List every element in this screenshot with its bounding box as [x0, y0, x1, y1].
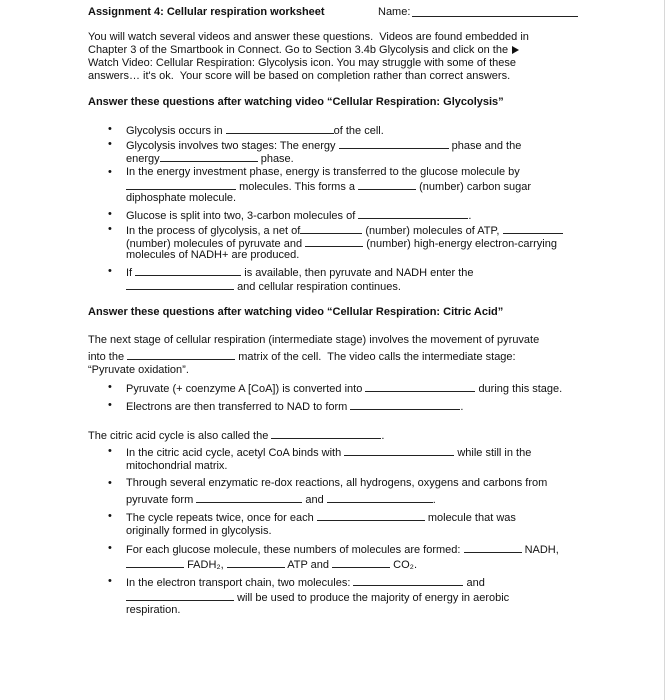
- question-two-stages-cont: energy phase.: [126, 153, 294, 165]
- bullet-dot: •: [108, 399, 112, 411]
- question-acetyl-coa-cont: mitochondrial matrix.: [126, 460, 228, 472]
- answer-blank[interactable]: [317, 510, 425, 521]
- intro-line-4: answers… it's ok. Your score will be based on completion rather than correct answers.: [88, 70, 511, 82]
- question-molecules-formed-cont: FADH₂, ATP and CO₂.: [126, 557, 417, 572]
- intermediate-stage-line-1: The next stage of cellular respiration (intermediate stage) involves the movement of pyruvate: [88, 334, 540, 346]
- question-electron-transport-cont: will be used to produce the majority of energy in aerobic: [126, 590, 509, 605]
- answer-blank[interactable]: [126, 179, 236, 190]
- question-if-available: If is available, then pyruvate and NADH enter the: [126, 267, 474, 279]
- answer-blank[interactable]: [271, 428, 381, 439]
- answer-blank[interactable]: [126, 557, 184, 568]
- answer-blank[interactable]: [344, 445, 454, 456]
- bullet-dot: •: [108, 542, 112, 554]
- answer-blank[interactable]: [300, 223, 362, 234]
- question-glycolysis-location: Glycolysis occurs in of the cell.: [126, 125, 384, 137]
- question-electron-transport-end: respiration.: [126, 604, 181, 616]
- intermediate-stage-line-2: into the matrix of the cell. The video calls the intermediate stage:: [88, 351, 516, 363]
- question-two-stages: Glycolysis involves two stages: The energy phase and the: [126, 140, 522, 152]
- section-heading-citric-acid: Answer these questions after watching video “Cellular Respiration: Citric Acid”: [88, 306, 504, 318]
- bullet-dot: •: [108, 123, 112, 135]
- question-electron-transport: In the electron transport chain, two molecules: and: [126, 577, 485, 589]
- question-glycolysis-net-end: molecules of NADH+ are produced.: [126, 249, 300, 261]
- answer-blank[interactable]: [358, 179, 416, 190]
- bullet-dot: •: [108, 138, 112, 150]
- answer-blank[interactable]: [126, 590, 234, 601]
- intro-line-2: Chapter 3 of the Smartbook in Connect. Go to Section 3.4b Glycolysis and click on the: [88, 44, 519, 57]
- question-if-available-cont: and cellular respiration continues.: [126, 279, 401, 294]
- citric-acid-cycle-name: The citric acid cycle is also called the .: [88, 430, 385, 442]
- page-title: Assignment 4: Cellular respiration worksheet: [88, 6, 325, 18]
- answer-blank[interactable]: [127, 349, 235, 360]
- answer-blank[interactable]: [464, 542, 522, 553]
- intro-line-1: You will watch several videos and answer these questions. Videos are found embedded in: [88, 31, 529, 43]
- name-label: Name:: [378, 6, 411, 18]
- answer-blank[interactable]: [350, 399, 460, 410]
- bullet-dot: •: [108, 477, 112, 489]
- question-electrons-nad: Electrons are then transferred to NAD to form .: [126, 401, 464, 413]
- question-energy-investment-end: diphosphate molecule.: [126, 192, 237, 204]
- name-field[interactable]: [412, 6, 578, 17]
- bullet-dot: •: [108, 510, 112, 522]
- answer-blank[interactable]: [226, 123, 334, 134]
- answer-blank[interactable]: [365, 381, 475, 392]
- answer-blank[interactable]: [135, 265, 241, 276]
- bullet-dot: •: [108, 223, 112, 235]
- answer-blank[interactable]: [126, 279, 234, 290]
- question-cycle-repeats: The cycle repeats twice, once for each molecule that was: [126, 512, 516, 524]
- question-glucose-split: Glucose is split into two, 3-carbon molecules of .: [126, 210, 472, 222]
- answer-blank[interactable]: [305, 236, 363, 247]
- question-energy-investment-cont: molecules. This forms a (number) carbon sugar: [126, 179, 531, 194]
- answer-blank[interactable]: [227, 557, 285, 568]
- question-pyruvate-converted: Pyruvate (+ coenzyme A [CoA]) is converted into during this stage.: [126, 383, 563, 395]
- question-redox: Through several enzymatic re-dox reactions, all hydrogens, oxygens and carbons from: [126, 477, 548, 489]
- question-glycolysis-net-cont: (number) molecules of pyruvate and (number) high-energy electron-carrying: [126, 238, 557, 250]
- answer-blank[interactable]: [358, 208, 468, 219]
- intermediate-stage-line-3: “Pyruvate oxidation”.: [88, 364, 189, 376]
- question-glycolysis-net: In the process of glycolysis, a net of (number) molecules of ATP,: [126, 223, 563, 238]
- bullet-dot: •: [108, 265, 112, 277]
- answer-blank[interactable]: [327, 492, 433, 503]
- play-arrow-icon: [512, 46, 519, 54]
- question-redox-cont: pyruvate form and .: [126, 494, 436, 506]
- bullet-dot: •: [108, 445, 112, 457]
- answer-blank[interactable]: [160, 151, 258, 162]
- bullet-dot: •: [108, 208, 112, 220]
- answer-blank[interactable]: [332, 557, 390, 568]
- question-cycle-repeats-cont: originally formed in glycolysis.: [126, 525, 272, 537]
- section-heading-glycolysis: Answer these questions after watching video “Cellular Respiration: Glycolysis”: [88, 96, 504, 108]
- bullet-dot: •: [108, 381, 112, 393]
- question-acetyl-coa: In the citric acid cycle, acetyl CoA binds with while still in the: [126, 447, 532, 459]
- answer-blank[interactable]: [339, 138, 449, 149]
- answer-blank[interactable]: [353, 575, 463, 586]
- intro-line-3: Watch Video: Cellular Respiration: Glycolysis icon. You may struggle with some of these: [88, 57, 516, 69]
- bullet-dot: •: [108, 166, 112, 178]
- answer-blank[interactable]: [196, 492, 302, 503]
- question-molecules-formed: For each glucose molecule, these numbers of molecules are formed: NADH,: [126, 544, 559, 556]
- bullet-dot: •: [108, 575, 112, 587]
- answer-blank[interactable]: [503, 223, 563, 234]
- question-energy-investment: In the energy investment phase, energy is transferred to the glucose molecule by: [126, 166, 520, 178]
